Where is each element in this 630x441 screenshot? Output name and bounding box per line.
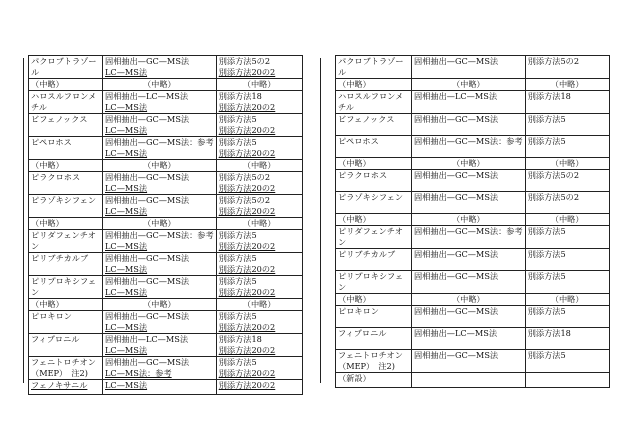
left-margin-rule xyxy=(23,58,24,383)
table-row xyxy=(29,311,303,334)
table-row xyxy=(29,218,303,230)
reference-cell xyxy=(525,158,609,170)
reference-cell xyxy=(216,299,302,311)
method-cell xyxy=(412,328,526,350)
substance-cell-line: ピリプロキシフェ xyxy=(338,271,404,281)
table-row xyxy=(29,276,303,299)
method-cell-line: 固相抽出—GC—MS法 xyxy=(105,276,190,286)
substance-cell-line: パクロブトラゾー xyxy=(338,56,404,66)
method-cell-line: 固相抽出—GC—MS法 xyxy=(105,253,190,263)
table-row xyxy=(336,170,610,192)
reference-cell-line: 別添方法20の2 xyxy=(218,345,276,355)
table-row xyxy=(336,306,610,328)
substance-cell-line: チル xyxy=(338,102,354,112)
reference-cell-line: 別添方法5 xyxy=(527,249,566,259)
substance-cell-line: ル xyxy=(338,67,347,77)
reference-cell-line: （中略） xyxy=(242,79,276,89)
method-cell xyxy=(103,230,217,253)
revised-table-body xyxy=(29,56,303,395)
substance-cell xyxy=(29,334,103,357)
method-cell-line: 固相抽出—GC—MS法：参考 xyxy=(105,137,214,147)
method-cell xyxy=(412,158,526,170)
method-cell-line: 固相抽出—LC—MS法 xyxy=(105,334,189,344)
method-cell-line: LC—MS法 xyxy=(105,67,148,77)
method-cell xyxy=(412,306,526,328)
reference-cell xyxy=(216,195,302,218)
reference-cell xyxy=(216,91,302,114)
substance-cell xyxy=(336,226,412,249)
reference-cell xyxy=(216,56,302,79)
method-cell-line: 固相抽出—GC—MS法 xyxy=(414,192,499,202)
substance-cell xyxy=(336,271,412,294)
method-cell-line: 固相抽出—GC—MS法：参考 xyxy=(105,230,214,240)
method-cell-line: （中略） xyxy=(451,79,485,89)
method-cell xyxy=(103,172,217,195)
substance-cell-line: ン xyxy=(338,282,347,292)
substance-cell-line: （中略） xyxy=(31,299,64,309)
reference-cell-line: 別添方法18 xyxy=(218,91,262,101)
substance-cell-line: ピラゾキシフェン xyxy=(338,192,404,202)
method-cell xyxy=(103,357,217,380)
method-cell-line: （中略） xyxy=(142,299,176,309)
reference-cell-line: 別添方法5 xyxy=(527,136,566,146)
reference-cell xyxy=(216,380,302,395)
substance-cell-line: ピロキロン xyxy=(338,306,379,316)
substance-cell-line: ン xyxy=(31,287,40,297)
method-cell xyxy=(412,91,526,114)
substance-cell xyxy=(29,160,103,172)
table-row xyxy=(336,373,610,388)
reference-cell-line: （中略） xyxy=(242,160,276,170)
method-cell xyxy=(103,299,217,311)
reference-cell xyxy=(216,79,302,91)
method-cell-line: LC—MS法 xyxy=(105,206,148,216)
method-cell xyxy=(412,114,526,136)
substance-cell-line: パクロブトラゾー xyxy=(31,56,97,66)
reference-cell-line: （中略） xyxy=(242,299,276,309)
substance-cell-line: ビフェノックス xyxy=(31,114,88,124)
reference-cell-line: 別添方法5の2 xyxy=(218,56,271,66)
substance-cell-line: ピペロホス xyxy=(338,136,379,146)
substance-cell-line: ル xyxy=(31,67,40,77)
method-cell-line: 固相抽出—GC—MS法 xyxy=(105,311,190,321)
table-row xyxy=(29,91,303,114)
substance-cell-line: ビフェノックス xyxy=(338,114,395,124)
method-cell xyxy=(412,373,526,388)
method-cell xyxy=(103,195,217,218)
method-cell xyxy=(412,192,526,214)
method-cell xyxy=(103,276,217,299)
substance-cell-line: ハロスルフロンメ xyxy=(31,91,97,101)
substance-cell-line: フィプロニル xyxy=(338,328,387,338)
reference-cell-line: 別添方法18 xyxy=(527,328,571,338)
table-row xyxy=(336,192,610,214)
substance-cell-line: （中略） xyxy=(31,79,64,89)
table-row xyxy=(336,350,610,373)
substance-cell xyxy=(336,56,412,79)
reference-cell xyxy=(525,79,609,91)
method-cell xyxy=(103,253,217,276)
substance-cell-line: ピリブチカルブ xyxy=(338,249,396,259)
reference-cell-line: （中略） xyxy=(550,158,584,168)
method-cell xyxy=(412,214,526,226)
reference-cell xyxy=(216,218,302,230)
method-cell-line: 固相抽出—GC—MS法 xyxy=(414,271,499,281)
reference-cell xyxy=(216,172,302,195)
substance-cell-line: （中略） xyxy=(338,294,371,304)
center-margin-rule xyxy=(320,58,321,383)
method-cell-line: 固相抽出—GC—MS法 xyxy=(105,114,190,124)
substance-cell-line: （中略） xyxy=(31,160,64,170)
reference-cell xyxy=(525,294,609,306)
reference-cell xyxy=(216,357,302,380)
method-cell-line: LC—MS法 xyxy=(105,102,148,112)
method-cell xyxy=(412,136,526,158)
method-cell xyxy=(103,114,217,137)
substance-cell xyxy=(336,294,412,306)
substance-cell-line: ン xyxy=(31,241,40,251)
reference-cell-line: 別添方法20の2 xyxy=(218,287,276,297)
method-cell xyxy=(412,350,526,373)
substance-cell xyxy=(336,158,412,170)
method-cell-line: 固相抽出—GC—MS法 xyxy=(414,306,499,316)
method-cell-line: 固相抽出—GC—MS法 xyxy=(414,170,499,180)
method-cell-line: 固相抽出—GC—MS法 xyxy=(414,56,499,66)
method-cell-line: （中略） xyxy=(451,214,485,224)
reference-cell xyxy=(525,91,609,114)
substance-cell xyxy=(29,218,103,230)
substance-cell-line: ピラゾキシフェン xyxy=(31,195,97,205)
reference-cell xyxy=(525,170,609,192)
method-cell-line: 固相抽出—GC—MS法：参考 xyxy=(414,226,523,236)
reference-cell-line: 別添方法20の2 xyxy=(218,148,276,158)
reference-cell xyxy=(525,192,609,214)
reference-cell-line: 別添方法18 xyxy=(527,91,571,101)
method-cell-line: 固相抽出—GC—MS法 xyxy=(105,172,190,182)
substance-cell-line: （新設） xyxy=(338,373,371,383)
table-row xyxy=(29,172,303,195)
method-cell-line: （中略） xyxy=(451,158,485,168)
table-row xyxy=(336,136,610,158)
method-cell xyxy=(412,56,526,79)
table-row xyxy=(336,79,610,91)
substance-cell xyxy=(336,79,412,91)
table-row xyxy=(336,91,610,114)
reference-cell xyxy=(216,276,302,299)
reference-cell-line: 別添方法20の2 xyxy=(218,264,276,274)
substance-cell-line: ン xyxy=(338,237,347,247)
reference-cell xyxy=(525,373,609,388)
substance-cell xyxy=(336,249,412,271)
substance-cell xyxy=(336,192,412,214)
reference-cell-line: 別添方法5 xyxy=(218,276,257,286)
reference-cell-line: （中略） xyxy=(550,214,584,224)
reference-cell-line: 別添方法5の2 xyxy=(527,56,580,66)
substance-cell-line: ピリダフェンチオ xyxy=(338,226,403,236)
reference-cell xyxy=(216,230,302,253)
method-cell-line: （中略） xyxy=(142,160,176,170)
substance-cell-line: （中略） xyxy=(338,158,371,168)
reference-cell-line: 別添方法5の2 xyxy=(218,172,271,182)
reference-cell xyxy=(216,311,302,334)
method-cell xyxy=(412,249,526,271)
method-cell-line: 固相抽出—GC—MS法：参考 xyxy=(414,136,523,146)
substance-cell xyxy=(29,114,103,137)
substance-cell-line: フェニトロチオン xyxy=(338,350,403,360)
method-cell xyxy=(103,91,217,114)
reference-cell-line: 別添方法20の2 xyxy=(218,183,276,193)
method-cell-line: 固相抽出—GC—MS法 xyxy=(414,249,499,259)
table-row xyxy=(29,160,303,172)
reference-cell-line: 別添方法20の2 xyxy=(218,380,276,390)
reference-cell xyxy=(525,328,609,350)
reference-cell xyxy=(525,350,609,373)
reference-cell xyxy=(525,56,609,79)
substance-cell xyxy=(336,350,412,373)
reference-cell xyxy=(525,114,609,136)
substance-cell-line: フィプロニル xyxy=(31,334,80,344)
method-cell xyxy=(412,294,526,306)
method-cell-line: 固相抽出—LC—MS法 xyxy=(105,91,189,101)
reference-cell xyxy=(525,306,609,328)
reference-cell-line: 別添方法5 xyxy=(218,253,257,263)
method-cell xyxy=(412,226,526,249)
substance-cell xyxy=(336,91,412,114)
substance-cell xyxy=(336,170,412,192)
substance-cell-line: ピリブチカルブ xyxy=(31,253,89,263)
reference-cell-line: 別添方法5 xyxy=(218,114,257,124)
reference-cell-line: 別添方法5 xyxy=(218,230,257,240)
substance-cell xyxy=(336,136,412,158)
substance-cell xyxy=(336,306,412,328)
table-row xyxy=(29,357,303,380)
method-cell xyxy=(103,311,217,334)
reference-cell-line: 別添方法20の2 xyxy=(218,241,276,251)
table-row xyxy=(336,249,610,271)
method-cell-line: LC—MS法 xyxy=(105,380,148,390)
table-row xyxy=(29,79,303,91)
substance-cell-line: （MEP） 注2) xyxy=(31,368,88,378)
method-cell xyxy=(412,170,526,192)
substance-cell xyxy=(29,276,103,299)
method-cell-line: LC—MS法 xyxy=(105,241,148,251)
method-cell xyxy=(103,160,217,172)
reference-cell xyxy=(525,249,609,271)
table-row xyxy=(29,334,303,357)
substance-cell-line: ピロキロン xyxy=(31,311,72,321)
reference-cell-line: 別添方法20の2 xyxy=(218,206,276,216)
table-row xyxy=(336,158,610,170)
method-cell-line: LC—MS法 xyxy=(105,264,148,274)
substance-cell-line: チル xyxy=(31,102,47,112)
method-cell-line: LC—MS法 xyxy=(105,125,148,135)
method-cell xyxy=(103,334,217,357)
method-cell-line: LC—MS法：参考 xyxy=(105,368,172,378)
method-cell-line: 固相抽出—GC—MS法 xyxy=(414,114,499,124)
table-row xyxy=(336,214,610,226)
method-cell-line: （中略） xyxy=(451,294,485,304)
method-cell-line: 固相抽出—GC—MS法 xyxy=(105,195,190,205)
table-row xyxy=(29,380,303,395)
method-cell xyxy=(103,79,217,91)
substance-cell xyxy=(29,91,103,114)
reference-cell-line: （中略） xyxy=(242,218,276,228)
substance-cell-line: ピラクロホス xyxy=(338,170,388,180)
substance-cell-line: （MEP） 注2) xyxy=(338,361,395,371)
reference-cell-line: （中略） xyxy=(550,294,584,304)
table-row xyxy=(29,253,303,276)
method-cell-line: 固相抽出—GC—MS法 xyxy=(105,357,190,367)
substance-cell xyxy=(29,195,103,218)
substance-cell xyxy=(29,357,103,380)
method-cell xyxy=(103,380,217,395)
reference-cell-line: 別添方法18 xyxy=(218,334,262,344)
table-row xyxy=(336,328,610,350)
substance-cell-line: フェノキサニル xyxy=(31,380,88,390)
reference-cell-line: 別添方法5 xyxy=(527,114,566,124)
reference-cell-line: 別添方法5の2 xyxy=(218,195,271,205)
revised-table xyxy=(28,55,303,395)
substance-cell xyxy=(29,230,103,253)
substance-cell xyxy=(29,253,103,276)
substance-cell xyxy=(29,172,103,195)
method-cell-line: （中略） xyxy=(142,79,176,89)
reference-cell-line: 別添方法5 xyxy=(527,350,566,360)
method-cell-line: LC—MS法 xyxy=(105,345,148,355)
current-table-body xyxy=(336,56,610,388)
table-row xyxy=(336,56,610,79)
method-cell-line: 固相抽出—GC—MS法 xyxy=(414,350,499,360)
reference-cell-line: 別添方法5の2 xyxy=(527,192,580,202)
reference-cell-line: 別添方法5 xyxy=(218,137,257,147)
method-cell xyxy=(103,218,217,230)
substance-cell-line: ピラクロホス xyxy=(31,172,81,182)
method-cell xyxy=(103,56,217,79)
substance-cell-line: ハロスルフロンメ xyxy=(338,91,404,101)
reference-cell-line: 別添方法20の2 xyxy=(218,322,276,332)
reference-cell-line: 別添方法20の2 xyxy=(218,67,276,77)
reference-cell-line: 別添方法20の2 xyxy=(218,102,276,112)
reference-cell xyxy=(216,253,302,276)
table-row xyxy=(29,56,303,79)
method-cell xyxy=(412,79,526,91)
reference-cell xyxy=(525,226,609,249)
reference-cell-line: 別添方法5 xyxy=(527,226,566,236)
method-cell-line: LC—MS法 xyxy=(105,322,148,332)
method-cell xyxy=(412,271,526,294)
method-cell-line: LC—MS法 xyxy=(105,148,148,158)
method-cell-line: 固相抽出—GC—MS法 xyxy=(105,56,190,66)
reference-cell xyxy=(216,160,302,172)
reference-cell xyxy=(525,214,609,226)
substance-cell xyxy=(336,114,412,136)
reference-cell xyxy=(216,114,302,137)
table-row xyxy=(29,230,303,253)
table-row xyxy=(29,137,303,160)
reference-cell-line: 別添方法5 xyxy=(218,311,257,321)
substance-cell-line: ピリプロキシフェ xyxy=(31,276,97,286)
reference-cell-line: 別添方法20の2 xyxy=(218,125,276,135)
substance-cell xyxy=(29,79,103,91)
table-row xyxy=(29,114,303,137)
reference-cell-line: 別添方法5 xyxy=(527,271,566,281)
reference-cell-line: 別添方法20の2 xyxy=(218,368,276,378)
substance-cell-line: （中略） xyxy=(338,214,371,224)
reference-cell xyxy=(525,136,609,158)
table-row xyxy=(336,294,610,306)
reference-cell-line: （中略） xyxy=(550,79,584,89)
method-cell-line: LC—MS法 xyxy=(105,287,148,297)
method-cell-line: （中略） xyxy=(142,218,176,228)
table-row xyxy=(29,299,303,311)
substance-cell-line: （中略） xyxy=(31,218,64,228)
substance-cell xyxy=(336,214,412,226)
table-row xyxy=(29,195,303,218)
substance-cell xyxy=(29,311,103,334)
method-cell-line: 固相抽出—LC—MS法 xyxy=(414,328,498,338)
substance-cell xyxy=(29,380,103,395)
substance-cell xyxy=(29,299,103,311)
substance-cell-line: （中略） xyxy=(338,79,371,89)
substance-cell-line: フェニトロチオン xyxy=(31,357,96,367)
table-row xyxy=(336,114,610,136)
reference-cell xyxy=(525,271,609,294)
substance-cell-line: ピペロホス xyxy=(31,137,72,147)
current-table xyxy=(335,55,610,388)
substance-cell xyxy=(29,56,103,79)
substance-cell xyxy=(336,328,412,350)
substance-cell xyxy=(29,137,103,160)
method-cell xyxy=(103,137,217,160)
reference-cell-line: 別添方法5 xyxy=(527,306,566,316)
reference-cell-line: 別添方法5 xyxy=(218,357,257,367)
reference-cell-line: 別添方法5の2 xyxy=(527,170,580,180)
method-cell-line: LC—MS法 xyxy=(105,183,148,193)
substance-cell-line: ピリダフェンチオ xyxy=(31,230,96,240)
reference-cell xyxy=(216,334,302,357)
method-cell-line: 固相抽出—LC—MS法 xyxy=(414,91,498,101)
substance-cell xyxy=(336,373,412,388)
reference-cell xyxy=(216,137,302,160)
table-row xyxy=(336,226,610,249)
table-row xyxy=(336,271,610,294)
